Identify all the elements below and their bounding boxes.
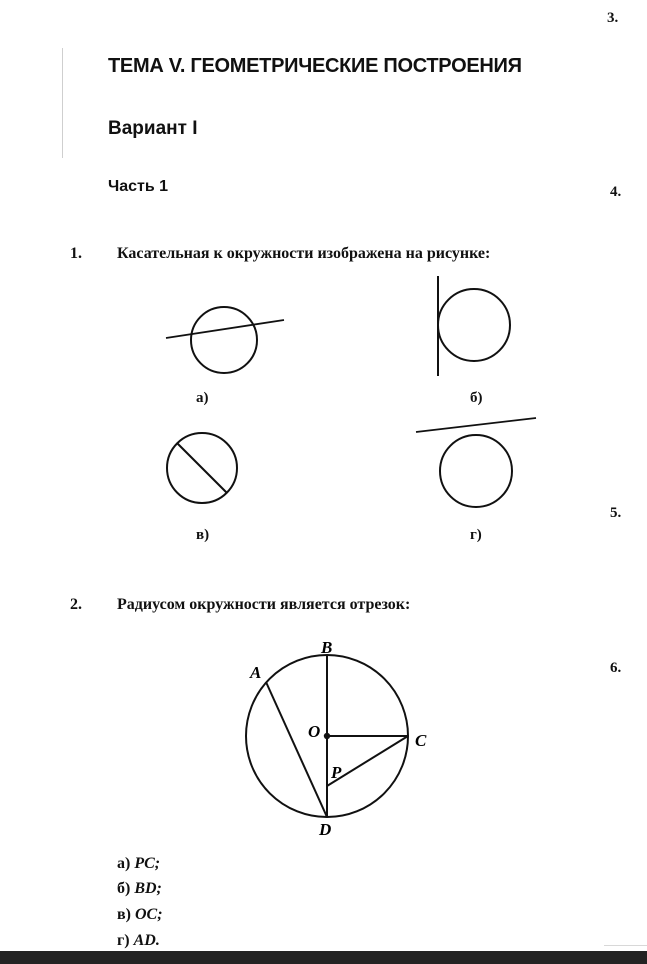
margin-number: 3. [607, 10, 619, 26]
left-margin-rule [62, 48, 63, 158]
margin-number: 6. [610, 660, 622, 676]
label-O: O [308, 722, 321, 741]
answer-option-g [117, 932, 160, 950]
circle-radius-figure [230, 630, 450, 850]
option-label-g: г) [470, 527, 482, 543]
option-label-b: б) [470, 390, 483, 406]
answer-value: AD. [133, 932, 160, 949]
circle-secant-line-icon [160, 300, 290, 380]
answer-label: в) [117, 906, 131, 923]
circle-tangent-vertical-icon [430, 272, 530, 382]
part-heading: Часть 1 [108, 178, 169, 195]
option-label-a: а) [196, 390, 209, 406]
question-2-number: 2. [70, 596, 82, 613]
answer-option-v [117, 906, 163, 924]
answer-value: PC; [134, 855, 161, 872]
circle-chord-icon [160, 430, 250, 510]
label-C: C [415, 731, 427, 750]
answer-label: а) [117, 855, 131, 872]
question-1-text: Касательная к окружности изображена на рисунке: [117, 245, 491, 262]
answer-option-a [117, 855, 160, 873]
question-1-number: 1. [70, 245, 82, 262]
variant-heading: Вариант I [108, 118, 198, 139]
margin-number: 4. [610, 184, 622, 200]
label-P: P [331, 763, 342, 782]
page-title: ТЕМА V. ГЕОМЕТРИЧЕСКИЕ ПОСТРОЕНИЯ [108, 55, 522, 77]
label-A: A [250, 663, 262, 682]
answer-value: BD; [134, 880, 162, 897]
answer-value: OC; [134, 906, 163, 923]
circle-line-outside-icon [412, 412, 542, 512]
label-D: D [319, 820, 332, 839]
margin-number: 5. [610, 505, 622, 521]
bottom-bar [0, 951, 647, 964]
label-B: B [321, 638, 333, 657]
answer-label: г) [117, 932, 130, 949]
corner-line [604, 945, 647, 946]
option-label-v: в) [196, 527, 210, 543]
question-2-text: Радиусом окружности является отрезок: [117, 596, 411, 613]
answer-option-b [117, 880, 162, 898]
answer-label: б) [117, 880, 131, 897]
